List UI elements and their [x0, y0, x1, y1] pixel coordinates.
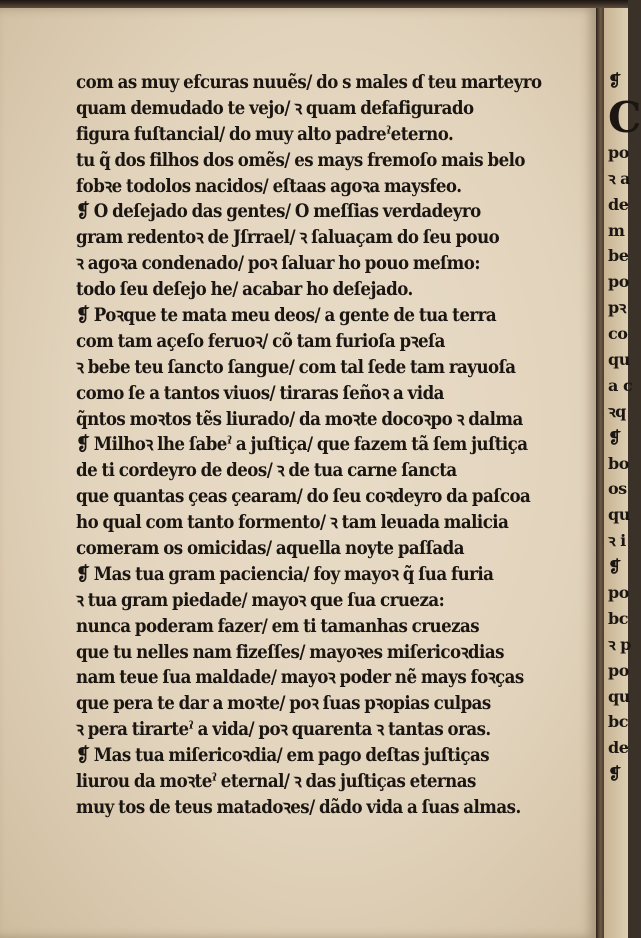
facing-text-fragment: be [608, 246, 629, 266]
page-text-block [76, 70, 596, 821]
facing-text-fragment: os [608, 479, 627, 499]
text-line: nam teue ſua maldade/ mayoꝛ poder nẽ mays foꝛças [76, 667, 524, 689]
text-line: que quantas çeas çearam/ do ſeu coꝛdeyro da paſcoa [76, 486, 531, 508]
text-line: de ti cordeyro de deos/ ꝛ de tua carne ſancta [76, 460, 457, 482]
text-line: quam demudado te vejo/ ꝛ quam defafigurado [76, 97, 474, 119]
text-line: ꝛ pera tirarteˀ a vida/ poꝛ quarenta ꝛ tantas oras. [76, 719, 491, 741]
text-line: ❡ Mas tua miſericoꝛdia/ em pago deſtas juſtiças [76, 745, 490, 767]
text-line: como ſe a tantos viuos/ tiraras ſeñoꝛ a vida [76, 382, 444, 404]
facing-text-fragment: qu [608, 505, 630, 525]
text-line: ꝛ tua gram piedade/ mayoꝛ que ſua crueza: [76, 589, 445, 611]
text-line: ꝛ agoꝛa condenado/ poꝛ ſaluar ho pouo meſmo: [76, 253, 480, 275]
book-page [0, 8, 596, 938]
facing-text-fragment: de [608, 194, 629, 214]
facing-text-fragment: ꝛ i [608, 531, 626, 551]
facing-page-edge [604, 8, 641, 938]
text-line: muy tos de teus matadoꝛes/ dãdo vida a ſuas almas. [76, 796, 521, 818]
facing-text-fragment: a c [608, 375, 633, 395]
facing-text-fragment: bc [608, 712, 628, 732]
text-line: ho qual com tanto formento/ ꝛ tam leuada malicia [76, 512, 509, 534]
text-line: que pera te dar a moꝛte/ poꝛ ſuas pꝛopias culpas [76, 693, 491, 715]
facing-text-fragment: po [608, 142, 629, 162]
facing-text-fragment: qu [608, 350, 630, 370]
text-line: nunca poderam fazer/ em ti tamanhas cruezas [76, 615, 480, 637]
text-line: com tam açeſo feruoꝛ/ cõ tam furioſa pꝛeſa [76, 330, 445, 352]
facing-text-fragment: pꝛ [608, 298, 626, 318]
facing-text-fragment: ꝛ p [608, 634, 631, 654]
text-line: comeram os omicidas/ aquella noyte paſſada [76, 538, 465, 560]
facing-text-fragment: m [608, 220, 625, 240]
facing-text-fragment: bc [608, 608, 628, 628]
facing-text-fragment: ❡ [608, 764, 621, 784]
facing-text-fragment: ꝛ a [608, 168, 631, 188]
text-line: q̃ntos moꝛtos tẽs liurado/ da moꝛte docoꝛpo ꝛ dalma [76, 408, 523, 430]
facing-text-fragment: ꝛq [608, 401, 626, 421]
text-line: figura fuſtancial/ do muy alto padreˀeterno. [76, 123, 454, 145]
text-line: tu q̃ dos filhos dos omẽs/ es mays fremoſo mais belo [76, 149, 525, 171]
facing-text-fragment: ❡ [608, 557, 621, 577]
text-line: ❡ Poꝛque te mata meu deos/ a gente de tua terra [76, 305, 497, 327]
text-line: ❡ Milhoꝛ lhe ſabeˀ a juſtiça/ que fazem tã ſem juſtiça [76, 434, 528, 456]
facing-text-fragment: po [608, 660, 629, 680]
text-line: todo ſeu deſejo he/ acabar ho deſejado. [76, 279, 413, 301]
text-line: que tu nelles nam fizeſſes/ mayoꝛes miſericoꝛdias [76, 641, 504, 663]
facing-text-fragment: qu [608, 686, 630, 706]
text-line: ꝛ bebe teu ſancto ſangue/ com tal ſede tam rayuoſa [76, 356, 516, 378]
facing-text-fragment: bo [608, 453, 629, 473]
facing-text-fragment: ❡ [608, 427, 621, 447]
facing-text-fragment: ❡ [608, 71, 621, 90]
facing-text-fragment: de [608, 738, 629, 758]
facing-text-fragment: po [608, 272, 629, 292]
book-gutter [596, 8, 604, 938]
text-line: com as muy efcuras nuuẽs/ do s males ɗ teu marteyro [76, 72, 542, 93]
text-line: ❡ O deſejado das gentes/ O meſſias verdadeyro [76, 201, 481, 223]
book-top-edge [0, 0, 628, 8]
text-line: fobꝛe todolos nacidos/ eſtaas agoꝛa maysfeo. [76, 175, 462, 197]
text-line: ❡ Mas tua gram paciencia/ foy mayoꝛ q̃ ſua furia [76, 563, 494, 585]
facing-page-text [608, 68, 641, 787]
facing-text-fragment: co [608, 324, 628, 344]
facing-text-fragment: C [608, 92, 641, 142]
text-line: liurou da moꝛteˀ eternal/ ꝛ das juſtiças eternas [76, 771, 476, 793]
text-line: gram redentoꝛ de Jſrrael/ ꝛ ſaluaçam do ſeu pouo [76, 227, 500, 249]
facing-text-fragment: po [608, 583, 629, 603]
